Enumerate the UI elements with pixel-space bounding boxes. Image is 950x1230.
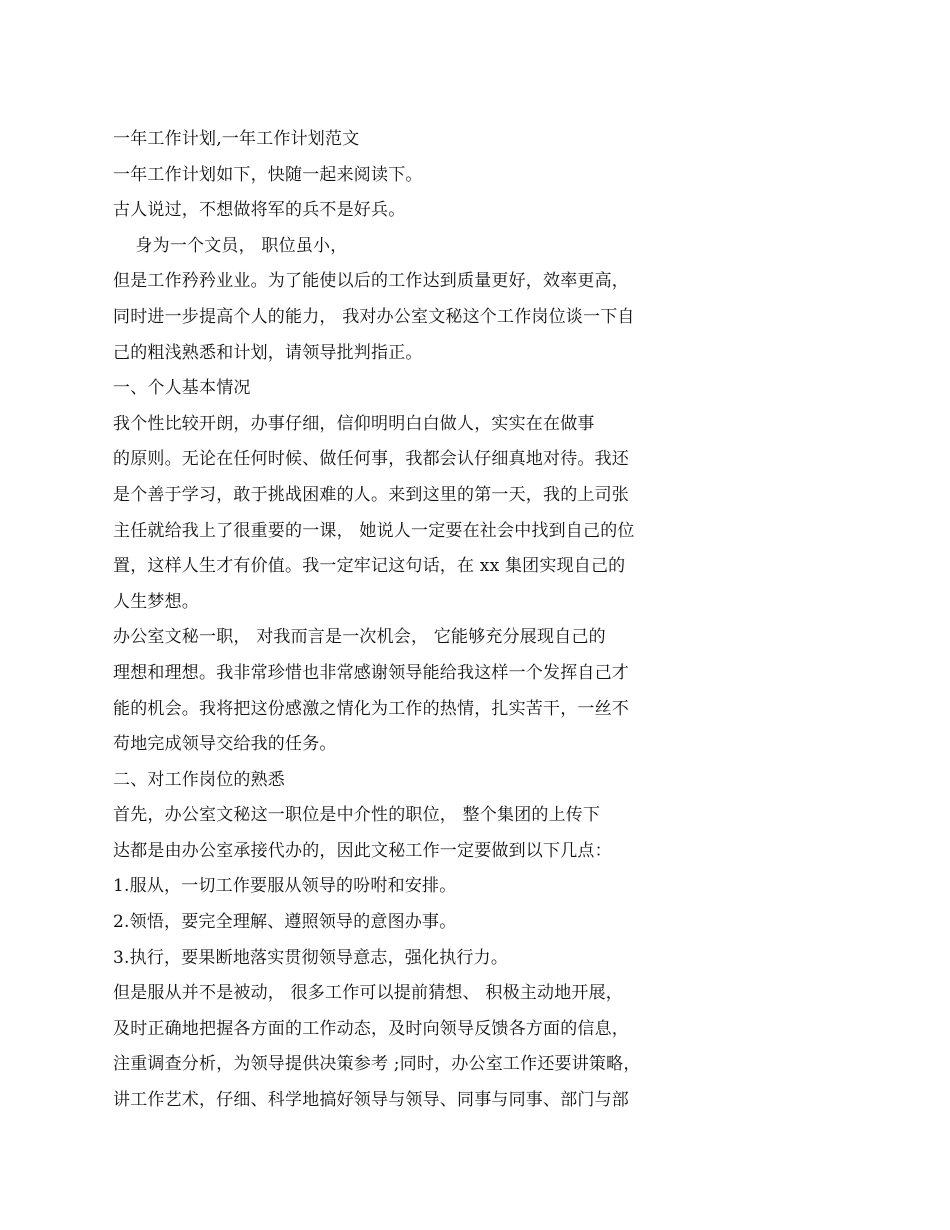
text-line: 首先，办公室文秘这一职位是中介性的职位， 整个集团的上传下 [113,805,601,826]
document-title: 一年工作计划,一年工作计划范文 [113,129,360,149]
section-heading: 一、个人基本情况 [113,378,251,399]
text-line: 置，这样人生才有价值。我一定牢记这句话，在 xx 集团实现自己的 [113,556,626,577]
text-line: 人生梦想。 [113,591,199,612]
text-line: 能的机会。我将把这份感激之情化为工作的热情，扎实苦干，一丝不 [113,698,629,719]
list-item: 1.服从，一切工作要服从领导的吩咐和安排。 [113,876,457,897]
list-item: 2.领悟，要完全理解、遵照领导的意图办事。 [113,912,457,933]
text-line: 是个善于学习，敢于挑战困难的人。来到这里的第一天，我的上司张 [113,484,629,505]
text-line: 身为一个文员， 职位虽小， [113,235,348,256]
section-heading: 二、对工作岗位的熟悉 [113,769,285,790]
text-line: 但是工作矜矜业业。为了能使以后的工作达到质量更好，效率更高， [113,271,629,292]
text-line: 达都是由办公室承接代办的，因此文秘工作一定要做到以下几点： [113,840,612,861]
text-line: 同时进一步提高个人的能力， 我对办公室文秘这个工作岗位谈一下自 [113,306,635,327]
text-line: 及时正确地把握各方面的工作动态，及时向领导反馈各方面的信息， [113,1018,629,1039]
text-line: 理想和理想。我非常珍惜也非常感谢领导能给我这样一个发挥自己才 [113,662,629,683]
text-line: 我个性比较开朗，办事仔细，信仰明明白白做人，实实在在做事 [113,413,595,434]
text-line: 但是服从并不是被动， 很多工作可以提前猜想、 积极主动地开展， [113,983,624,1004]
text-line: 讲工作艺术，仔细、科学地搞好领导与领导、同事与同事、部门与部 [113,1090,629,1111]
document-body [113,122,713,1119]
text-line: 古人说过，不想做将军的兵不是好兵。 [113,200,406,221]
text-line: 苟地完成领导交给我的任务。 [113,734,337,755]
text-line: 己的粗浅熟悉和计划，请领导批判指正。 [113,342,423,363]
text-line: 主任就给我上了很重要的一课， 她说人一定要在社会中找到自己的位 [113,520,635,541]
list-item: 3.执行，要果断地落实贯彻领导意志，强化执行力。 [113,947,509,968]
text-line: 办公室文秘一职， 对我而言是一次机会， 它能够充分展现自己的 [113,627,606,648]
text-line: 注重调查分析，为领导提供决策参考 ;同时，办公室工作还要讲策略， [113,1054,641,1075]
text-line: 的原则。无论在任何时候、做任何事，我都会认仔细真地对待。我还 [113,449,629,470]
text-line: 一年工作计划如下，快随一起来阅读下。 [113,164,423,185]
